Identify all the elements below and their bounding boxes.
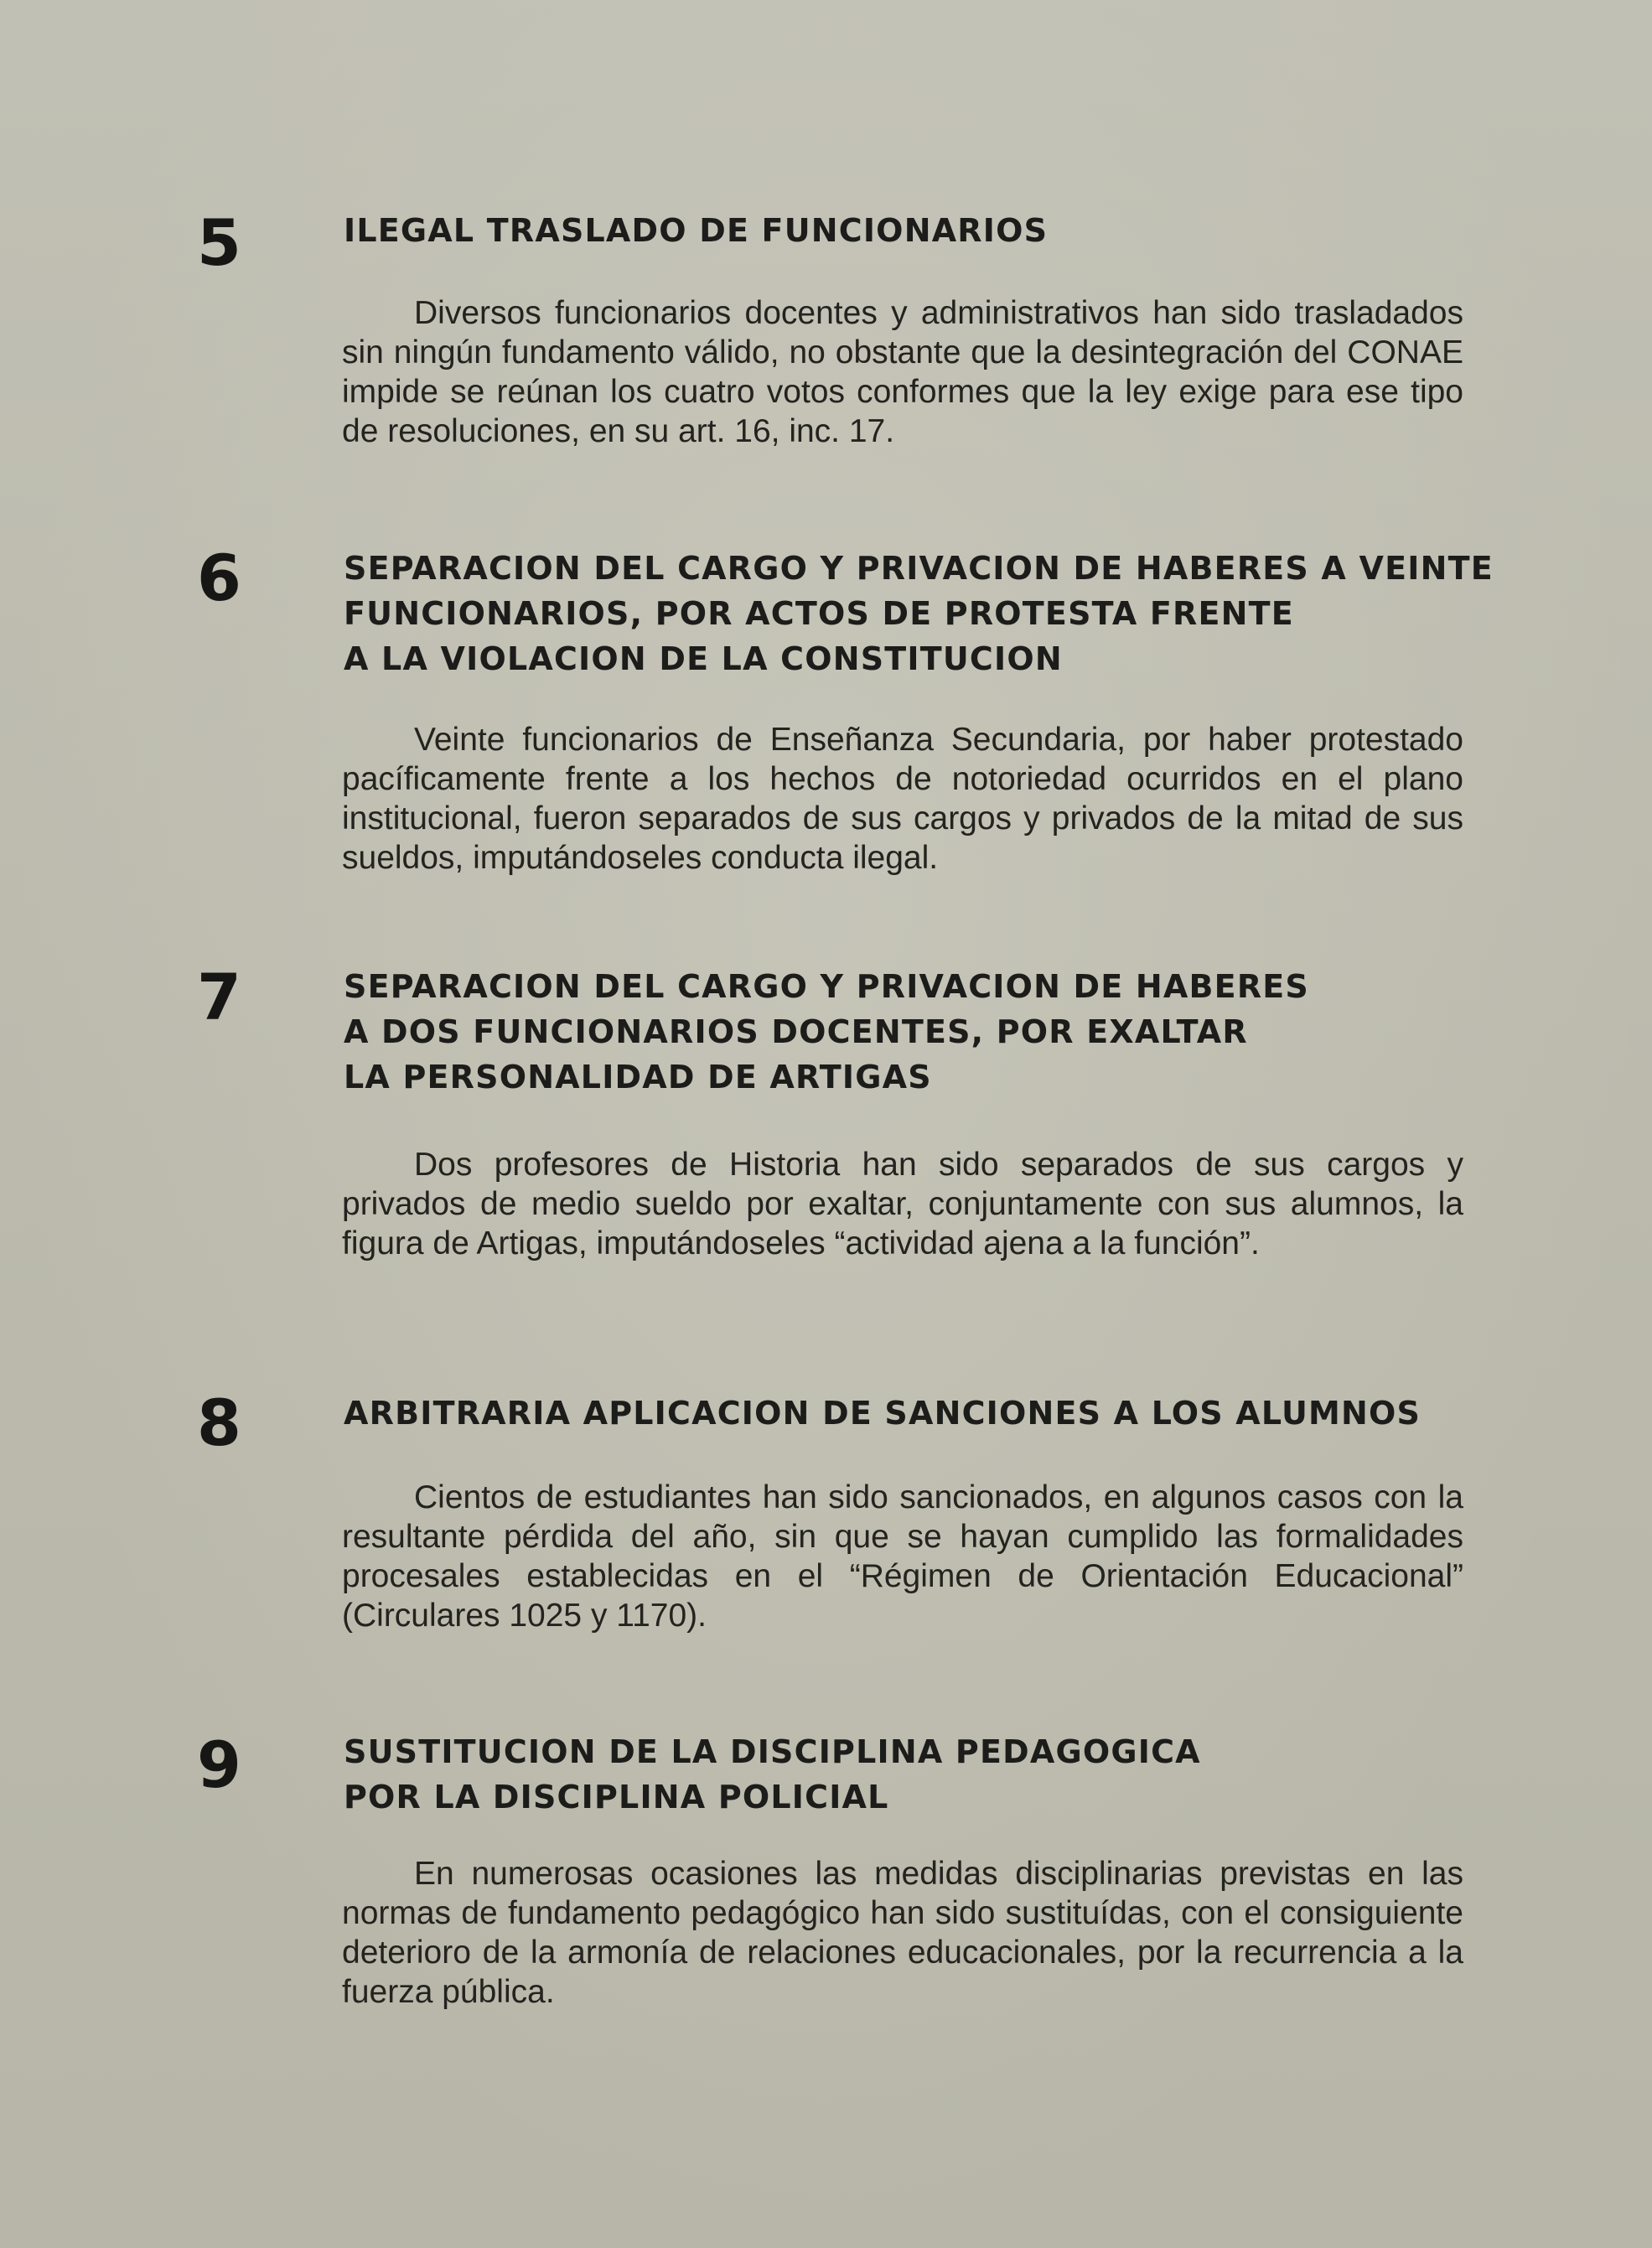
section-body: Dos profesores de Historia han sido separados de sus cargos y privados de medio sueldo por exaltar, conjuntamente con sus alumnos, la figura de Artigas, imputándoseles “actividad ajena a la función”. bbox=[342, 1147, 1463, 1261]
section-title bbox=[344, 208, 1467, 253]
section-title bbox=[344, 1729, 1467, 1820]
section-title-line: ILEGAL TRASLADO DE FUNCIONARIOS bbox=[344, 212, 1049, 249]
section-title bbox=[344, 546, 1494, 681]
section-title-line: FUNCIONARIOS, POR ACTOS DE PROTESTA FRENTE bbox=[344, 595, 1294, 632]
section-number: 5 bbox=[197, 205, 241, 280]
section-title-line: SEPARACION DEL CARGO Y PRIVACION DE HABERES A VEINTE bbox=[344, 550, 1494, 587]
section-title-line: LA PERSONALIDAD DE ARTIGAS bbox=[344, 1059, 932, 1096]
section-body: Veinte funcionarios de Enseñanza Secundaria, por haber protestado pacíficamente frente a los hechos de notoriedad ocurridos en el plano institucional, fueron separados de sus cargos y privados de la mitad de sus sueldos, imputándoseles conducta ilegal. bbox=[342, 722, 1463, 876]
section-title-line: SUSTITUCION DE LA DISCIPLINA PEDAGOGICA bbox=[344, 1733, 1201, 1770]
section-title-line: A DOS FUNCIONARIOS DOCENTES, POR EXALTAR bbox=[344, 1013, 1248, 1050]
section-title-line: SEPARACION DEL CARGO Y PRIVACION DE HABERES bbox=[344, 968, 1310, 1005]
section-body: Diversos funcionarios docentes y administrativos han sido trasladados sin ningún fundamento válido, no obstante que la desintegración del CONAE impide se reúnan los cuatro votos conformes que la ley exige para ese tipo de resoluciones, en su art. 16, inc. 17. bbox=[342, 295, 1463, 449]
section-title-line: ARBITRARIA APLICACION DE SANCIONES A LOS ALUMNOS bbox=[344, 1395, 1422, 1432]
section-body: En numerosas ocasiones las medidas disciplinarias previstas en las normas de fundamento pedagógico han sido sustituídas, con el consiguiente deterioro de la armonía de relaciones educacionales, por la recurrencia a la fuerza pública. bbox=[342, 1856, 1463, 2010]
section-number: 8 bbox=[197, 1386, 241, 1460]
section-number: 6 bbox=[197, 541, 241, 615]
section-title-line: A LA VIOLACION DE LA CONSTITUCION bbox=[344, 640, 1063, 677]
section-title bbox=[344, 1391, 1467, 1436]
section-number: 9 bbox=[197, 1727, 241, 1802]
section-title-line: POR LA DISCIPLINA POLICIAL bbox=[344, 1779, 889, 1815]
section-body: Cientos de estudiantes han sido sancionados, en algunos casos con la resultante pérdida del año, sin que se hayan cumplido las formalidades procesales establecidas en el “Régimen de Orientación Educacional” (Circulares 1025 y 1170). bbox=[342, 1479, 1463, 1634]
section-title bbox=[344, 964, 1467, 1100]
section-number: 7 bbox=[197, 960, 241, 1034]
